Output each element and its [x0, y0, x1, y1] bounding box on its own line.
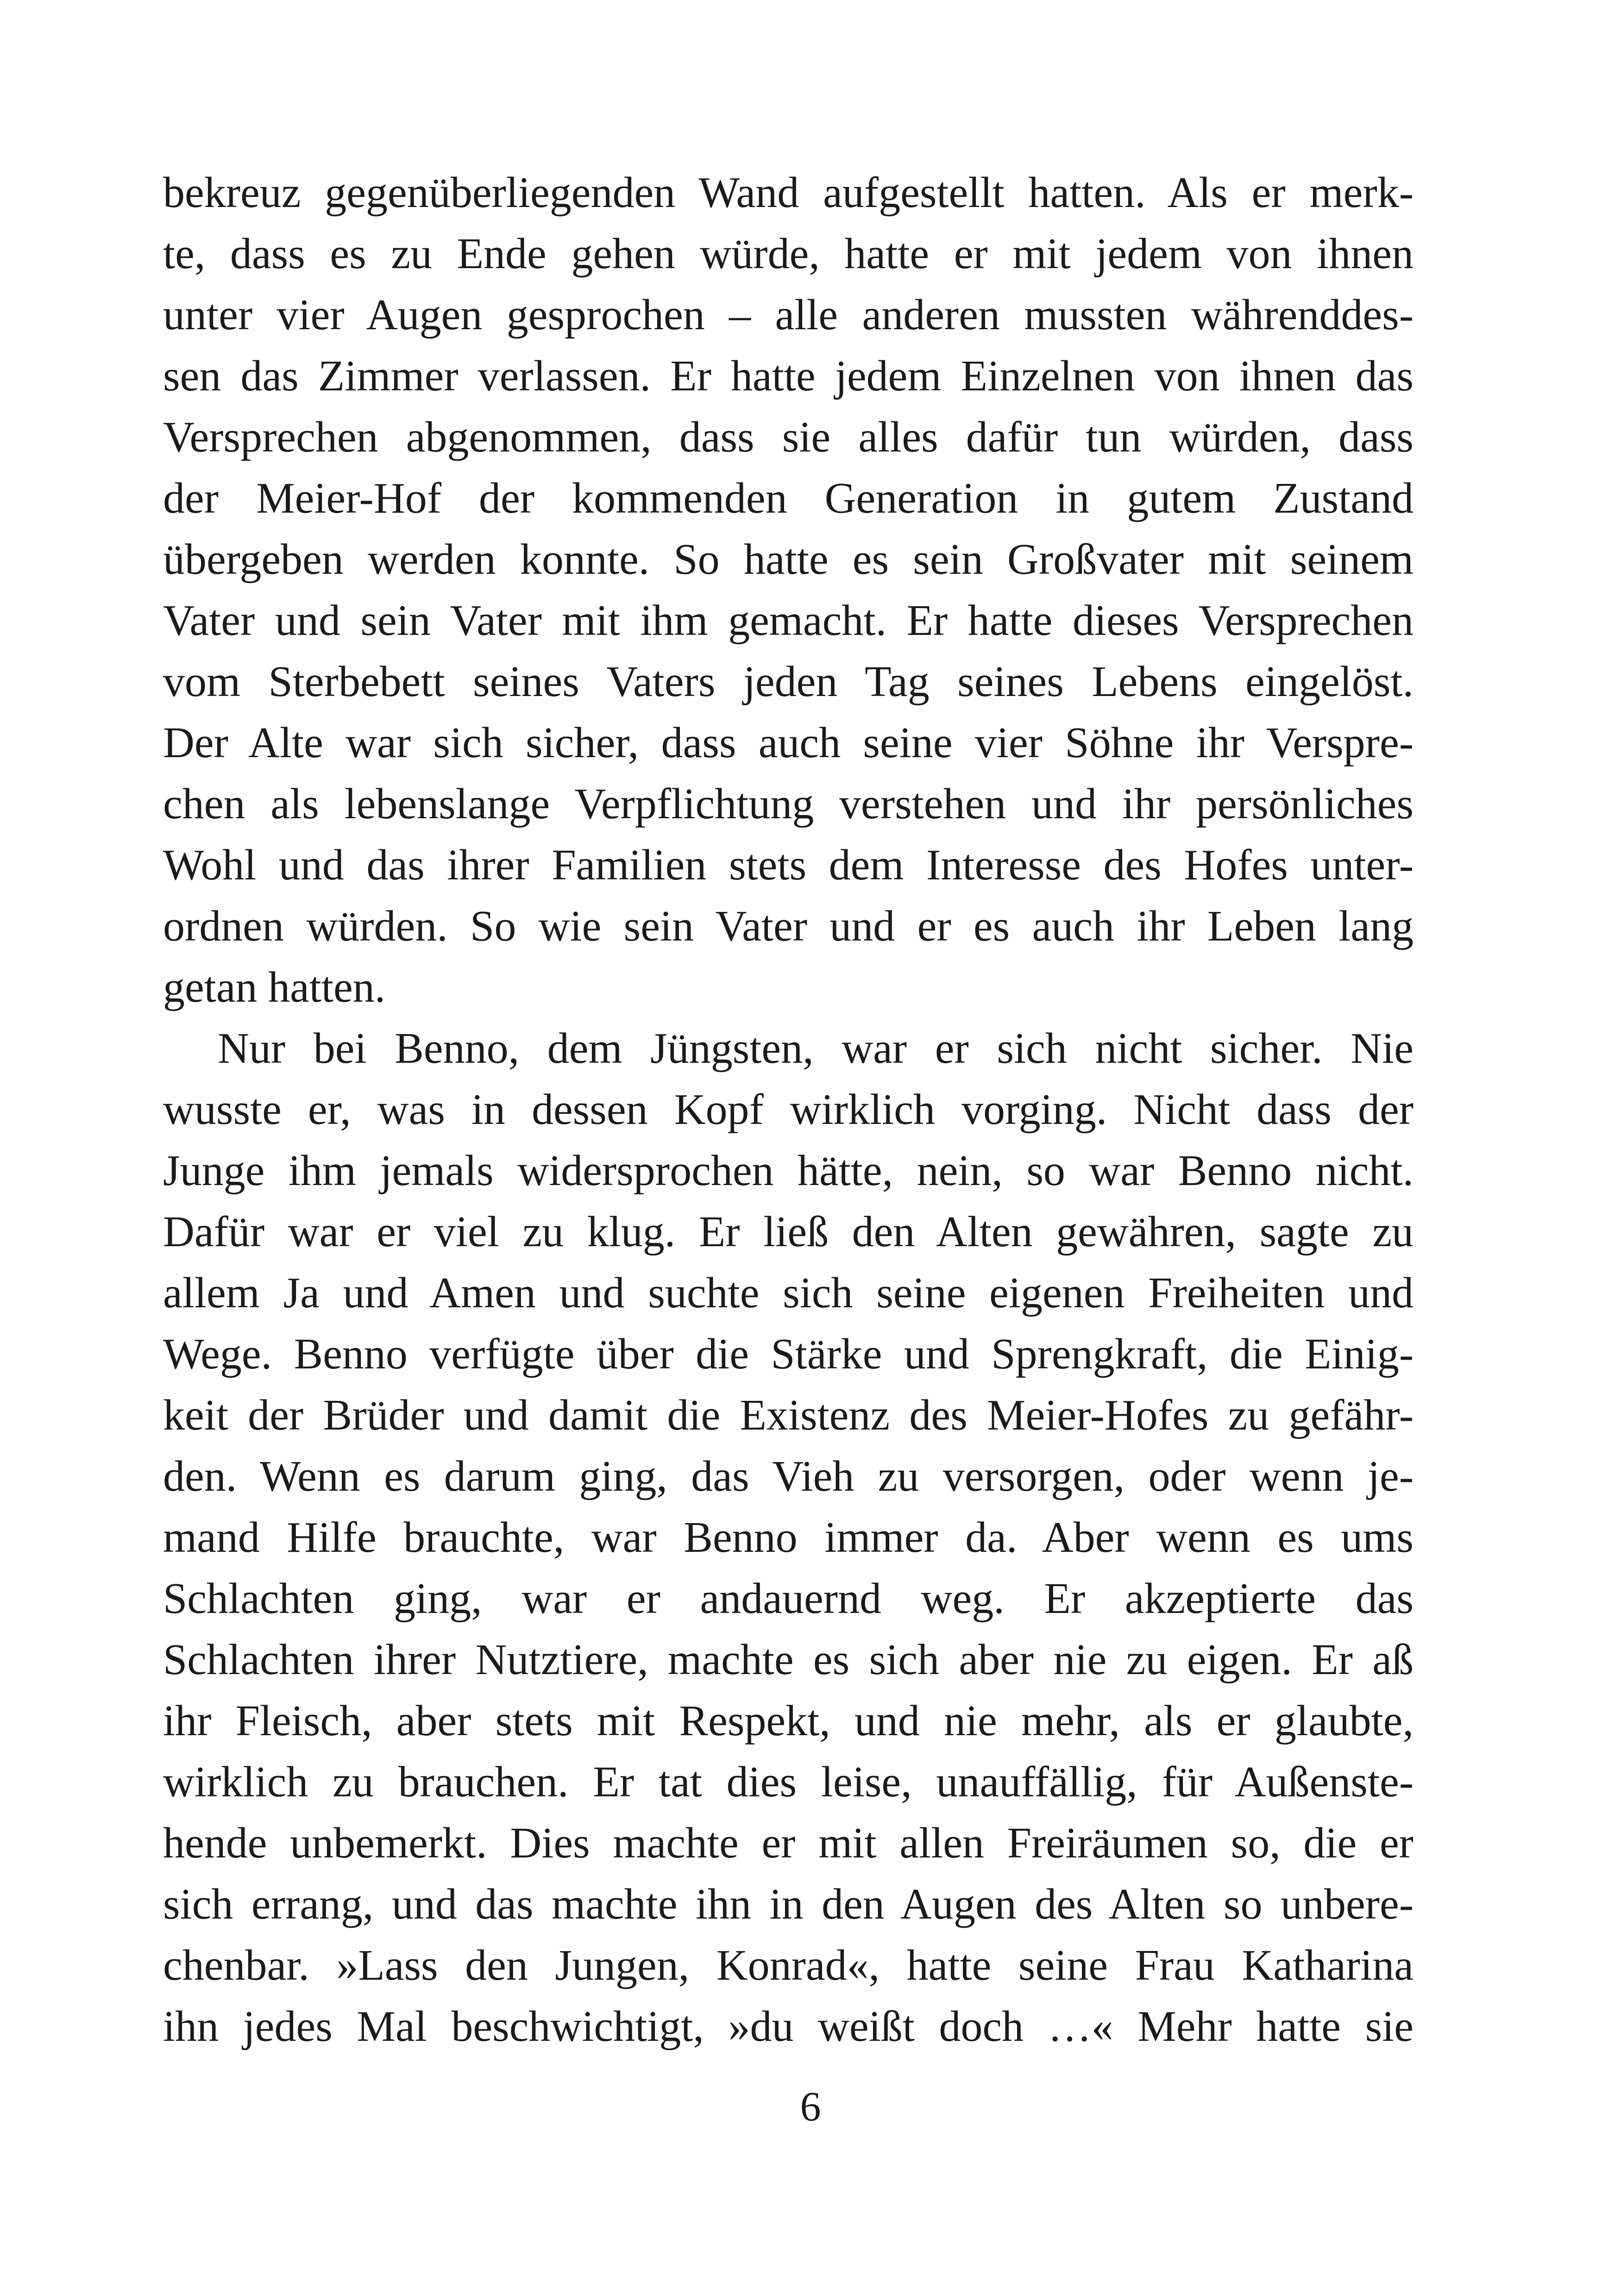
page-number: 6 — [800, 2084, 821, 2130]
text-line: bekreuz gegenüberliegenden Wand aufgestellt hatten. Als er merk- — [163, 169, 1414, 217]
text-line: hende unbemerkt. Dies machte er mit allen Freiräumen so, die er — [163, 1819, 1414, 1867]
text-line: Schlachten ihrer Nutztiere, machte es sich aber nie zu eigen. Er aß — [163, 1636, 1414, 1684]
text-line: der Meier-Hof der kommenden Generation in gutem Zustand — [163, 474, 1414, 522]
text-line: vom Sterbebett seines Vaters jeden Tag seines Lebens eingelöst. — [163, 658, 1414, 706]
text-line: mand Hilfe brauchte, war Benno immer da. Aber wenn es ums — [163, 1513, 1414, 1562]
text-line: Dafür war er viel zu klug. Er ließ den Alten gewähren, sagte zu — [163, 1208, 1414, 1256]
text-line: ordnen würden. So wie sein Vater und er es auch ihr Leben lang — [163, 902, 1414, 950]
text-line: unter vier Augen gesprochen – alle anderen mussten währenddes- — [163, 291, 1414, 339]
text-line: Junge ihm jemals widersprochen hätte, nein, so war Benno nicht. — [163, 1147, 1414, 1195]
text-line: chen als lebenslange Verpflichtung verstehen und ihr persönliches — [163, 780, 1414, 828]
text-line: wirklich zu brauchen. Er tat dies leise, unauffällig, für Außenste- — [163, 1758, 1414, 1806]
text-line: Versprechen abgenommen, dass sie alles dafür tun würden, dass — [163, 413, 1414, 461]
text-line: Schlachten ging, war er andauernd weg. Er akzeptierte das — [163, 1575, 1414, 1623]
text-line: ihr Fleisch, aber stets mit Respekt, und nie mehr, als er glaubte, — [163, 1697, 1414, 1745]
text-line: Der Alte war sich sicher, dass auch seine vier Söhne ihr Verspre- — [163, 719, 1414, 767]
text-line: ihn jedes Mal beschwichtigt, »du weißt doch …« Mehr hatte sie — [163, 2002, 1414, 2051]
text-line: Vater und sein Vater mit ihm gemacht. Er hatte dieses Versprechen — [163, 596, 1414, 645]
paragraph-start-line: Nur bei Benno, dem Jüngsten, war er sich nicht sicher. Nie — [218, 1024, 1414, 1073]
text-line: Wohl und das ihrer Familien stets dem Interesse des Hofes unter- — [163, 841, 1414, 889]
text-line: te, dass es zu Ende gehen würde, hatte er mit jedem von ihnen — [163, 230, 1414, 278]
text-line: chenbar. »Lass den Jungen, Konrad«, hatte seine Frau Katharina — [163, 1941, 1414, 1989]
text-line: keit der Brüder und damit die Existenz des Meier-Hofes zu gefähr- — [163, 1391, 1414, 1439]
text-line: den. Wenn es darum ging, das Vieh zu versorgen, oder wenn je- — [163, 1452, 1414, 1500]
paragraph-end-line: getan hatten. — [163, 963, 386, 1011]
text-line: sich errang, und das machte ihn in den Augen des Alten so unbere- — [163, 1880, 1414, 1928]
text-line: sen das Zimmer verlassen. Er hatte jedem Einzelnen von ihnen das — [163, 352, 1414, 400]
text-line: übergeben werden konnte. So hatte es sein Großvater mit seinem — [163, 535, 1414, 583]
text-line: allem Ja und Amen und suchte sich seine eigenen Freiheiten und — [163, 1269, 1414, 1317]
text-line: wusste er, was in dessen Kopf wirklich vorging. Nicht dass der — [163, 1085, 1414, 1134]
body-text — [163, 162, 1414, 2057]
text-line: Wege. Benno verfügte über die Stärke und Sprengkraft, die Einig- — [163, 1330, 1414, 1378]
